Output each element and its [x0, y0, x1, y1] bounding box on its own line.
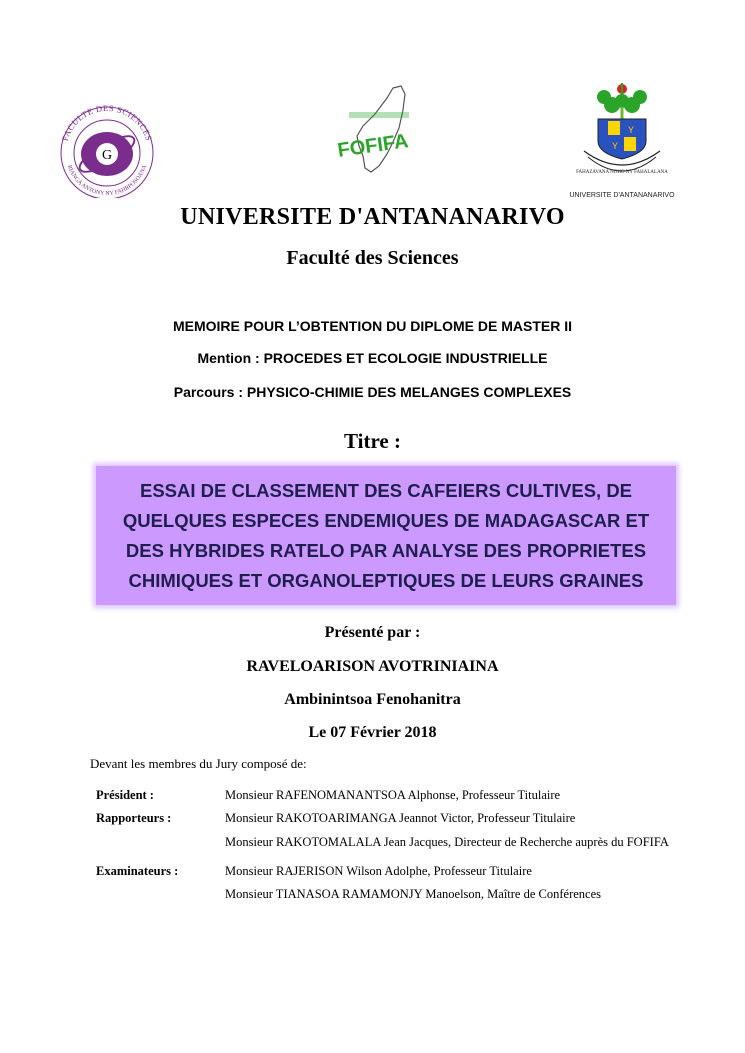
- jury-role-examinateurs: Examinateurs :: [96, 864, 179, 878]
- thesis-title-line: DES HYBRIDES RATELO PAR ANALYSE DES PROPRIETES: [125, 540, 647, 561]
- fofifa-wordmark: FOFIFA: [336, 130, 410, 162]
- jury-member-examinateur: Monsieur TIANASOA RAMAMONJY Manoelson, Maître de Conférences: [225, 887, 601, 901]
- faculty-name: Faculté des Sciences: [286, 247, 459, 269]
- fofifa-logo: [335, 80, 415, 180]
- jury-member-president: Monsieur RAFENOMANANTSOA Alphonse, Professeur Titulaire: [225, 788, 561, 802]
- thesis-title-box: [96, 466, 676, 605]
- jury-role-rapporteurs: Rapporteurs :: [96, 811, 172, 825]
- title-label: Titre :: [344, 429, 401, 453]
- parcours-line: Parcours : PHYSICO-CHIMIE DES MELANGES COMPLEXES: [173, 384, 572, 400]
- degree-line: MEMOIRE POUR L’OBTENTION DU DIPLOME DE MASTER II: [172, 318, 572, 334]
- faculty-seal-bottom-text: RIANGA ANTONY NY FAHRPOSOANA: [65, 164, 149, 198]
- faculty-seal-logo: [52, 102, 162, 198]
- thesis-title: [96, 476, 676, 596]
- university-motto: FAHAZAVANA NOHO NY FAHALALANA: [576, 170, 668, 175]
- svg-text:Y: Y: [612, 141, 619, 151]
- jury-member-examinateur: Monsieur RAJERISON Wilson Adolphe, Professeur Titulaire: [225, 864, 532, 878]
- author-surname: RAVELOARISON AVOTRINIAINA: [246, 658, 499, 675]
- university-name: UNIVERSITE D'ANTANANARIVO: [180, 204, 565, 230]
- svg-text:G: G: [101, 148, 113, 163]
- jury-member-rapporteur: Monsieur RAKOTOMALALA Jean Jacques, Directeur de Recherche auprès du FOFIFA: [225, 835, 669, 849]
- mention-line: Mention : PROCEDES ET ECOLOGIE INDUSTRIELLE: [197, 350, 548, 366]
- faculty-seal-text: FACULTE DES SCIENCES: [59, 102, 155, 143]
- jury-intro: Devant les membres du Jury composé de:: [90, 756, 307, 771]
- svg-text:Y: Y: [628, 125, 635, 135]
- thesis-title-line: CHIMIQUES ET ORGANOLEPTIQUES DE LEURS GRAINES: [128, 570, 644, 591]
- jury-member-rapporteur: Monsieur RAKOTOARIMANGA Jeannot Victor, Professeur Titulaire: [225, 811, 576, 825]
- jury-role-president: Président :: [96, 788, 154, 802]
- author-given-names: Ambinintsoa Fenohanitra: [284, 691, 461, 708]
- thesis-title-line: QUELQUES ESPECES ENDEMIQUES DE MADAGASCAR ET: [122, 510, 650, 531]
- university-crest-logo: [570, 75, 676, 201]
- presented-by-label: Présenté par :: [324, 624, 421, 641]
- defense-date: Le 07 Février 2018: [308, 724, 437, 741]
- thesis-title-line: ESSAI DE CLASSEMENT DES CAFEIERS CULTIVES, DE: [139, 480, 633, 501]
- university-crest-caption: UNIVERSITE D'ANTANANARIVO: [570, 192, 675, 199]
